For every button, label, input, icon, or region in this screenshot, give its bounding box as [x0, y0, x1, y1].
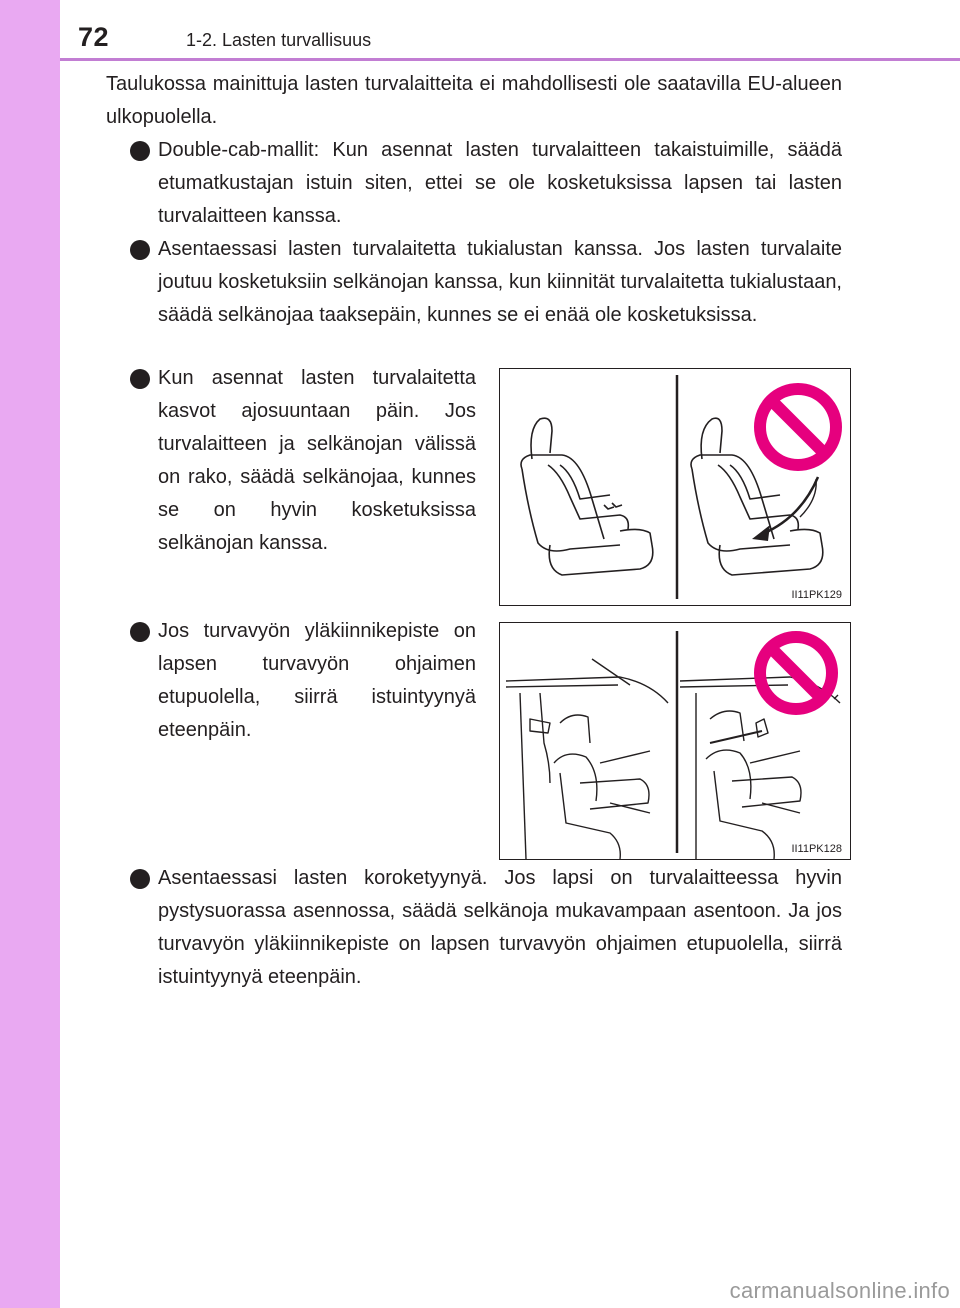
- bullet-dot-2: [130, 240, 150, 260]
- page-number: 72: [78, 22, 110, 52]
- bullet-text-1: Double-cab-mallit: Kun asennat lasten turvalaitteen takaistuimille, säädä etumatkustajan istuin siten, ettei se ole kosketuksissa lapsen tai lasten turvalaitteen kanssa.: [158, 139, 842, 227]
- figure-code-2: II11PK128: [791, 843, 842, 855]
- bullet-dot-5: [130, 869, 150, 889]
- watermark: carmanualsonline.info: [729, 1278, 950, 1303]
- side-tab-bar: [0, 0, 60, 1308]
- bullet-dot-1: [130, 141, 150, 161]
- prohibited-icon: [760, 637, 832, 709]
- car-interior-icon: [506, 659, 840, 859]
- section-title: 1-2. Lasten turvallisuus: [186, 30, 372, 50]
- intro-paragraph: Taulukossa mainittuja lasten turvalaitteita ei mahdollisesti ole saatavilla EU-alueen ulkopuolella.: [106, 73, 842, 128]
- seat-illustration: [500, 369, 850, 605]
- bullet-text-5: Asentaessasi lasten koroketyynyä. Jos lapsi on turvalaitteessa hyvin pystysuorassa asennossa, säädä selkänoja mukavampaan asentoon. Ja jos turvavyön yläkiinnikepiste on lapsen turvavyön ohjaimen etupuolella, siirrä istuintyynyä eteenpäin.: [158, 867, 842, 988]
- seat-icon: [521, 418, 823, 575]
- car-interior-illustration: [500, 623, 850, 859]
- bullet-text-2: Asentaessasi lasten turvalaitetta tukialustan kanssa. Jos lasten turvalaite joutuu kosketuksiin selkänojan kanssa, kun kiinnität turvalaitetta tukialustaan, säädä selkänojaa taaksepäin, kunnes se ei enää ole kosketuksissa.: [158, 238, 842, 326]
- header-rule: [60, 58, 960, 61]
- prohibited-icon: [760, 389, 836, 465]
- bullet-text-4: Jos turvavyön yläkiinnikepiste on lapsen turvavyön ohjaimen etupuolella, siirrä istuintyynyä eteenpäin.: [158, 620, 476, 741]
- figure-seat-belt: [499, 622, 851, 860]
- figure-code-1: II11PK129: [791, 589, 842, 601]
- bullet-text-3: Kun asennat lasten turvalaitetta kasvot ajosuuntaan päin. Jos turvalaitteen ja selkänojan välissä on rako, säädä selkänojaa, kunnes se on hyvin kosketuksissa selkänojan kanssa.: [158, 367, 476, 554]
- bullet-dot-3: [130, 369, 150, 389]
- figure-seat-recline: [499, 368, 851, 606]
- bullet-dot-4: [130, 622, 150, 642]
